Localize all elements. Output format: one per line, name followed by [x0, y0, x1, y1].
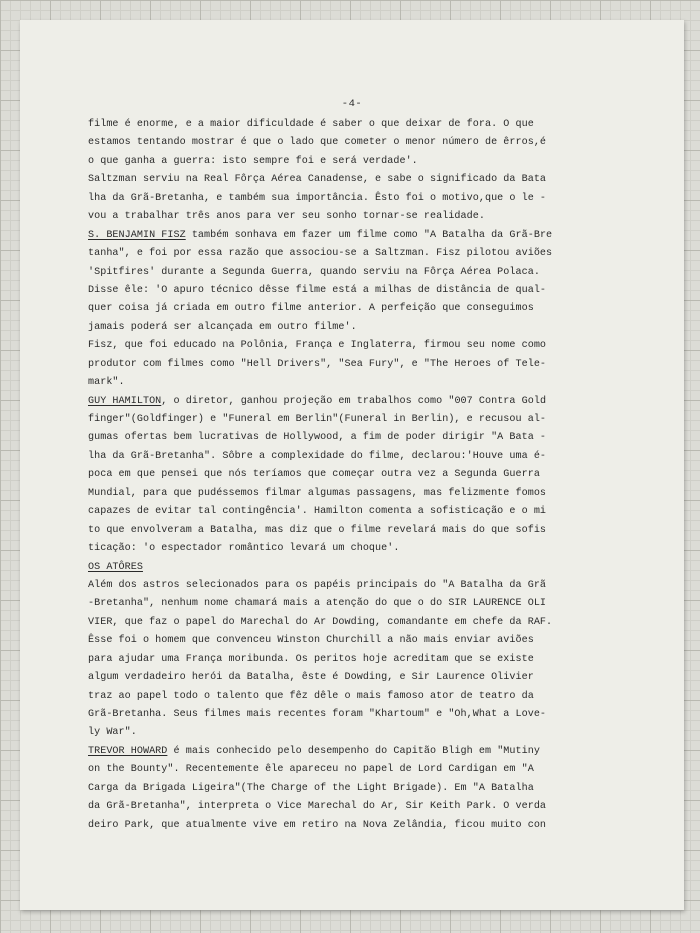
- text-line: [88, 116, 648, 134]
- line-text: produtor com filmes como "Hell Drivers", "Sea Fury", e "The Heroes of Tele-: [88, 358, 547, 370]
- text-line: [88, 651, 648, 669]
- line-text: , o diretor, ganhou projeção em trabalhos como "007 Contra Gold: [161, 395, 547, 407]
- line-text: poca em que pensei que nós teríamos que começar outra vez a Segunda Guerra: [88, 469, 540, 481]
- line-text: to que envolveram a Batalha, mas diz que o filme revelará mais do que sofis: [88, 524, 547, 536]
- line-text: jamais poderá ser alcançada em outro filme'.: [88, 321, 357, 333]
- underlined-heading: OS ATÔRES: [88, 561, 143, 573]
- text-line: [88, 724, 648, 742]
- line-text: 'Spitfires' durante a Segunda Guerra, quando serviu na Fôrça Aérea Polaca.: [88, 266, 540, 278]
- line-text: estamos tentando mostrar é que o lado que cometer o menor número de êrros,é: [88, 137, 547, 149]
- text-line: [88, 577, 648, 595]
- line-text: Carga da Brigada Ligeira"(The Charge of the Light Brigade). Em "A Batalha: [88, 782, 534, 794]
- line-text: Saltzman serviu na Real Fôrça Aérea Canadense, e sabe o significado da Bata: [88, 174, 547, 186]
- text-line: [88, 448, 648, 466]
- text-line: [88, 171, 648, 189]
- line-text: lha da Grã-Bretanha". Sôbre a complexidade do filme, declarou:'Houve uma é-: [88, 450, 547, 462]
- underlined-heading: S. BENJAMIN FISZ: [88, 229, 186, 241]
- line-text: vou a trabalhar três anos para ver seu sonho tornar-se realidade.: [88, 211, 485, 223]
- line-text: o que ganha a guerra: isto sempre foi e será verdade'.: [88, 155, 418, 167]
- line-text: deiro Park, que atualmente vive em retiro na Nova Zelândia, ficou muito con: [88, 819, 547, 831]
- line-text: Além dos astros selecionados para os papéis principais do "A Batalha da Grã: [88, 579, 547, 591]
- line-text: lha da Grã-Bretanha, e também sua importância. Êsto foi o motivo,que o le -: [88, 192, 547, 204]
- line-text: VIER, que faz o papel do Marechal do Ar Dowding, comandante em chefe da RAF.: [88, 616, 553, 628]
- text-line: [88, 208, 648, 226]
- line-text: capazes de evitar tal contingência'. Hamilton comenta a sofisticação e o mi: [88, 506, 547, 518]
- text-line: [88, 134, 648, 152]
- line-text: tanha", e foi por essa razão que associou-se a Saltzman. Fisz pilotou aviões: [88, 248, 553, 260]
- text-line: [88, 761, 648, 779]
- line-text: filme é enorme, e a maior dificuldade é saber o que deixar de fora. O que: [88, 119, 534, 130]
- line-text: traz ao papel todo o talento que fêz dêle o mais famoso ator de teatro da: [88, 690, 534, 702]
- text-line: [88, 669, 648, 687]
- text-line: [88, 632, 648, 650]
- line-text: algum verdadeiro herói da Batalha, êste é Dowding, e Sir Laurence Olivier: [88, 672, 534, 684]
- text-line: [88, 356, 648, 374]
- text-line: [88, 743, 648, 761]
- line-text: Fisz, que foi educado na Polônia, França e Inglaterra, firmou seu nome como: [88, 340, 547, 352]
- text-line: [88, 798, 648, 816]
- line-text: mark".: [88, 377, 125, 389]
- line-text: gumas ofertas bem lucrativas de Hollywood, a fim de poder dirigir "A Bata -: [88, 432, 547, 444]
- underlined-heading: GUY HAMILTON: [88, 395, 162, 407]
- text-line: [88, 429, 648, 447]
- text-line: [88, 227, 648, 245]
- page-number: -4-: [341, 98, 363, 110]
- text-line: [88, 595, 648, 613]
- body-text: [88, 116, 648, 835]
- text-line: [88, 614, 648, 632]
- text-line: [88, 153, 648, 171]
- line-text: é mais conhecido pelo desempenho do Capitão Bligh em "Mutiny: [167, 745, 540, 757]
- text-line: [88, 245, 648, 263]
- text-line: [88, 337, 648, 355]
- text-line: [88, 264, 648, 282]
- text-line: [88, 319, 648, 337]
- line-text: ly War".: [88, 727, 137, 739]
- line-text: on the Bounty". Recentemente êle apareceu no papel de Lord Cardigan em "A: [88, 764, 534, 776]
- typed-page: [20, 20, 684, 910]
- text-line: [88, 780, 648, 798]
- line-text: Grã-Bretanha. Seus filmes mais recentes foram "Khartoum" e "Oh,What a Love-: [88, 709, 547, 720]
- text-line: [88, 393, 648, 411]
- line-text: finger"(Goldfinger) e "Funeral em Berlin"(Funeral in Berlin), e recusou al-: [88, 414, 547, 425]
- text-line: [88, 411, 648, 429]
- text-line: [88, 485, 648, 503]
- text-line: [88, 282, 648, 300]
- text-line: [88, 374, 648, 392]
- line-text: também sonhava em fazer um filme como "A Batalha da Grã-Bre: [185, 229, 553, 241]
- text-line: [88, 190, 648, 208]
- text-line: [88, 503, 648, 521]
- line-text: para ajudar uma França moribunda. Os peritos hoje acreditam que se existe: [88, 653, 534, 665]
- line-text: Êsse foi o homem que convenceu Winston Churchill a não mais enviar aviões: [88, 635, 534, 647]
- text-line: [88, 706, 648, 724]
- text-line: [88, 300, 648, 318]
- text-line: [88, 466, 648, 484]
- text-line: [88, 540, 648, 558]
- line-text: Disse êle: 'O apuro técnico dêsse filme está a milhas de distância de qual-: [88, 284, 547, 296]
- line-text: da Grã-Bretanha", interpreta o Vice Marechal do Ar, Sir Keith Park. O verda: [88, 801, 547, 813]
- text-line: [88, 688, 648, 706]
- line-text: quer coisa já criada em outro filme anterior. A perfeição que conseguimos: [88, 303, 534, 315]
- underlined-heading: TREVOR HOWARD: [88, 745, 168, 757]
- line-text: Mundial, para que pudéssemos filmar algumas passagens, mas felizmente fomos: [88, 487, 547, 499]
- text-line: [88, 522, 648, 540]
- text-line: [88, 817, 648, 835]
- text-line: [88, 559, 648, 577]
- line-text: ticação: 'o espectador romântico levará um choque'.: [88, 543, 400, 555]
- line-text: -Bretanha", nenhum nome chamará mais a atenção do que o do SIR LAURENCE OLI: [88, 598, 547, 610]
